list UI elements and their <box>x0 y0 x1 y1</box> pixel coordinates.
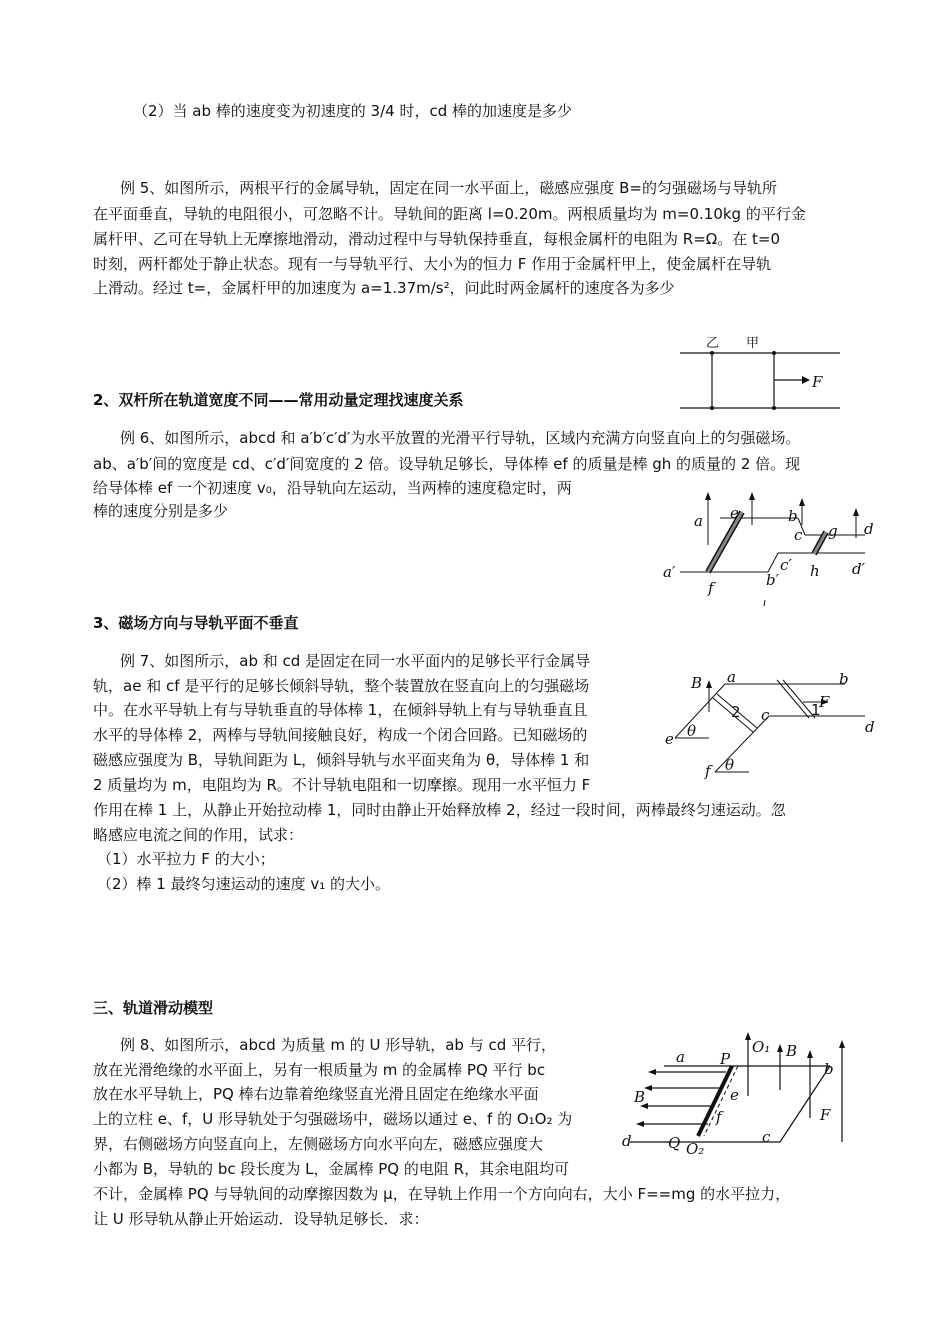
ex5-line-5: 上滑动。经过 t=，金属杆甲的加速度为 a=1.37m/s²，问此时两金属杆的速度各为多少 <box>93 279 675 297</box>
label-d: d <box>622 1132 632 1150</box>
ex7-line-4: 水平的导体棒 2，两棒与导轨间接触良好，构成一个闭合回路。已知磁场的 <box>93 726 588 744</box>
ex8-line-6: 小都为 B，导轨的 bc 段长度为 L，金属棒 PQ 的电阻 R，其余电阻均可 <box>93 1160 570 1178</box>
label-c-prime: c′ <box>780 556 792 574</box>
label-e: e <box>665 730 674 748</box>
ex8-line-4: 上的立柱 e、f，U 形导轨处于匀强磁场中，磁场以通过 e、f 的 O₁O₂ 为 <box>93 1110 573 1128</box>
label-Q: Q <box>668 1134 681 1152</box>
ex6-line-3: 给导体棒 ef 一个初速度 v₀，沿导轨向左运动，当两棒的速度稳定时，两 <box>93 479 572 497</box>
label-O2: O₂ <box>686 1140 705 1158</box>
label-a: a <box>676 1048 685 1066</box>
label-B-up: B <box>786 1042 798 1060</box>
ex7-question-1: （1）水平拉力 F 的大小； <box>97 850 275 868</box>
section-2-title: 2、双杆所在轨道宽度不同——常用动量定理找速度关系 <box>93 391 464 409</box>
q4-part2: （2）当 ab 棒的速度变为初速度的 3/4 时，cd 棒的加速度是多少 <box>133 102 573 120</box>
label-d-prime: d′ <box>852 560 866 578</box>
label-rod-1: 1 <box>811 701 821 719</box>
ex8-line-5: 界，右侧磁场方向竖直向上，左侧磁场方向水平向左，磁感应强度大 <box>93 1135 544 1153</box>
ex7-line-2: 轨，ae 和 cf 是平行的足够长倾斜导轨，整个装置放在竖直向上的匀强磁场 <box>93 677 590 695</box>
ex6-figure <box>660 490 885 610</box>
ex8-line-2: 放在光滑绝缘的水平面上，另有一根质量为 m 的金属棒 PQ 平行 bc <box>93 1061 546 1079</box>
label-f: f <box>716 1108 722 1126</box>
label-F: F <box>820 1106 831 1124</box>
label-c: c <box>761 706 770 724</box>
ex7-line-8: 略感应电流之间的作用，试求： <box>93 826 304 844</box>
label-yi: 乙 <box>706 336 720 351</box>
label-d: d <box>865 718 875 736</box>
label-a-prime: a′ <box>663 563 676 581</box>
ex8-line-7: 不计，金属棒 PQ 与导轨间的动摩擦因数为 μ，在导轨上作用一个方向向右，大小 F==mg 的水平拉力， <box>93 1185 791 1203</box>
ex8-line-1: 例 8、如图所示，abcd 为质量 m 的 U 形导轨，ab 与 cd 平行， <box>120 1036 557 1054</box>
ex7-line-3: 中。在水平导轨上有与导轨垂直的导体棒 1，在倾斜导轨上有与导轨垂直且 <box>93 701 588 719</box>
label-F: F <box>819 693 830 711</box>
label-c: c <box>794 526 803 544</box>
ex7-line-5: 磁感应强度为 B，导轨间距为 L，倾斜导轨与水平面夹角为 θ，导体棒 1 和 <box>93 751 590 769</box>
label-e: e <box>730 504 739 522</box>
label-force: F <box>812 373 823 391</box>
label-B-left: B <box>634 1088 646 1106</box>
ex8-line-3: 放在水平导轨上，PQ 棒右边靠着绝缘竖直光滑且固定在绝缘水平面 <box>93 1085 539 1103</box>
label-f: f <box>708 579 714 597</box>
ex7-line-1: 例 7、如图所示，ab 和 cd 是固定在同一水平面内的足够长平行金属导 <box>120 652 591 670</box>
ex7-line-7: 作用在棒 1 上，从静止开始拉动棒 1，同时由静止开始释放棒 2，经过一段时间，两棒最终匀速运动。忽 <box>93 801 786 819</box>
ex5-line-2: 在平面垂直，导轨的电阻很小，可忽略不计。导轨间的距离 l=0.20m。两根质量均为 m=0.10kg 的平行金 <box>93 205 806 223</box>
label-b: b <box>839 670 849 688</box>
label-b: b <box>788 507 798 525</box>
label-rod-2: 2 <box>731 703 741 721</box>
label-jia: 甲 <box>746 336 760 351</box>
label-d: d <box>864 520 874 538</box>
label-f: f <box>705 762 711 780</box>
ex5-line-1: 例 5、如图所示，两根平行的金属导轨，固定在同一水平面上，磁感应强度 B=的匀强磁场与导轨所 <box>120 179 777 197</box>
ex8-figure <box>620 1030 860 1160</box>
label-theta-2: θ <box>725 756 735 774</box>
ex5-figure <box>676 335 846 415</box>
label-e: e <box>730 1086 739 1104</box>
label-a: a <box>694 512 703 530</box>
ex6-line-1: 例 6、如图所示，abcd 和 a′b′c′d′为水平放置的光滑平行导轨，区域内充满方向竖直向上的匀强磁场。 <box>120 429 801 447</box>
ex6-line-2: ab、a′b′间的宽度是 cd、c′d′间宽度的 2 倍。设导轨足够长，导体棒 ef 的质量是棒 gh 的质量的 2 倍。现 <box>93 455 801 473</box>
ex7-line-6: 2 质量均为 m，电阻均为 R。不计导轨电阻和一切摩擦。现用一水平恒力 F <box>93 776 591 794</box>
label-c: c <box>762 1128 771 1146</box>
label-O1: O₁ <box>752 1038 771 1056</box>
ex5-line-4: 时刻，两杆都处于静止状态。现有一与导轨平行、大小为的恒力 F 作用于金属杆甲上，使金属杆在导轨 <box>93 255 772 273</box>
label-b-prime: b′ <box>766 571 780 589</box>
label-theta-1: θ <box>687 722 697 740</box>
label-h: h <box>810 562 820 580</box>
label-b: b <box>824 1060 834 1078</box>
section-three-title: 三、轨道滑动模型 <box>93 999 214 1017</box>
ex5-line-3: 属杆甲、乙可在导轨上无摩擦地滑动，滑动过程中与导轨保持垂直，每根金属杆的电阻为 R=Ω。在 t=0 <box>93 230 780 248</box>
label-B: B <box>691 674 703 692</box>
section-3-title: 3、磁场方向与导轨平面不垂直 <box>93 614 299 632</box>
ex7-question-2: （2）棒 1 最终匀速运动的速度 v₁ 的大小。 <box>97 875 391 893</box>
ex6-line-4: 棒的速度分别是多少 <box>93 502 229 520</box>
label-g: g <box>828 522 838 540</box>
label-a: a <box>727 668 736 686</box>
ex7-figure <box>665 660 890 785</box>
ex8-line-8: 让 U 形导轨从静止开始运动．设导轨足够长．求： <box>93 1210 429 1228</box>
label-P: P <box>720 1050 731 1068</box>
